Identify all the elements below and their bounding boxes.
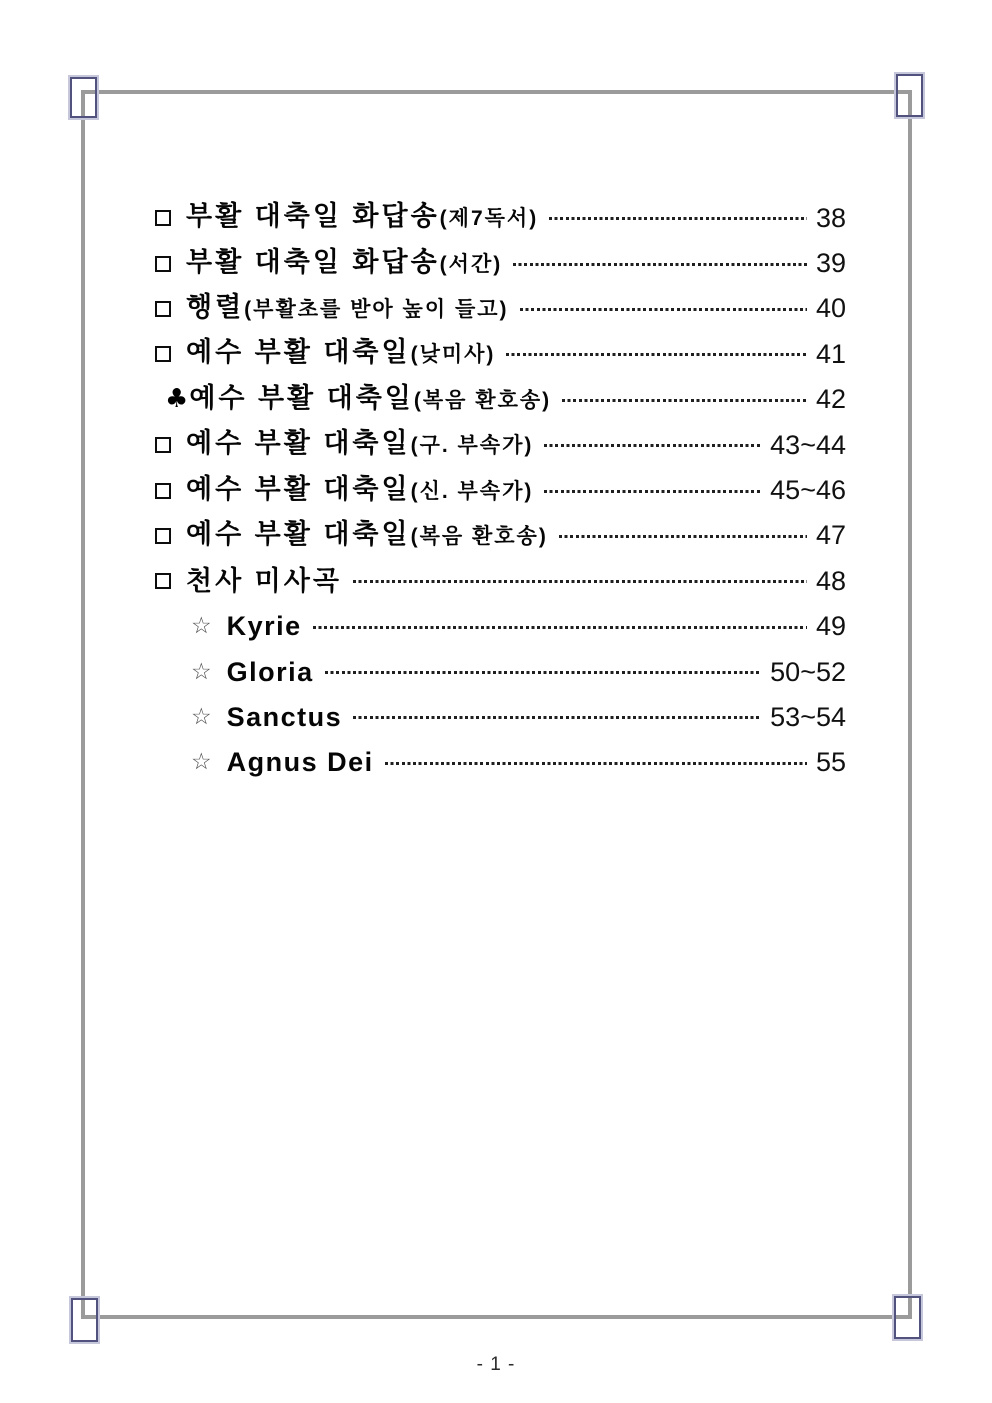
toc-row	[155, 377, 846, 422]
dotted-leader	[559, 535, 807, 538]
toc-row	[155, 467, 846, 512]
toc-entry-title: 예수 부활 대축일	[189, 382, 414, 413]
dotted-leader	[562, 399, 807, 402]
toc-page-number: 43~44	[770, 429, 846, 460]
toc-entry-subtitle: (구. 부속가)	[410, 434, 534, 458]
star-icon: ☆	[191, 749, 212, 776]
toc-page-number: 55	[815, 747, 846, 778]
toc-entry-subtitle: (제7독서)	[439, 207, 539, 231]
toc-page-number: 53~54	[770, 701, 846, 732]
toc-page-number: 45~46	[770, 475, 846, 506]
club-icon: ♣	[165, 384, 189, 415]
toc-entry-text	[189, 381, 551, 418]
checkbox-icon	[155, 301, 171, 317]
toc-entry-subtitle: (신. 부속가)	[410, 479, 534, 503]
toc-row	[155, 694, 846, 739]
toc-row	[155, 422, 846, 467]
toc-page-number: 40	[815, 293, 846, 324]
toc-entry-text	[186, 335, 495, 372]
dotted-leader	[506, 353, 807, 356]
toc-entry-text	[186, 517, 548, 554]
toc-page-number: 48	[815, 565, 846, 596]
dotted-leader	[353, 716, 761, 719]
dotted-leader	[313, 626, 807, 629]
dotted-leader	[325, 671, 762, 674]
toc-entry-text	[227, 609, 302, 643]
checkbox-icon	[155, 210, 171, 226]
dotted-leader	[520, 308, 807, 311]
toc-entry-text	[186, 472, 533, 509]
toc-entry-text	[186, 564, 342, 598]
toc-entry-title: 부활 대축일 화답송	[186, 201, 440, 232]
toc-entry-subtitle: (복음 환호송)	[410, 524, 548, 548]
toc-entry-title: Agnus Dei	[226, 747, 374, 778]
toc-entry-text	[186, 199, 538, 236]
toc-row	[155, 558, 846, 603]
dotted-leader	[549, 217, 807, 220]
toc-entry-title: 예수 부활 대축일	[186, 473, 411, 504]
dotted-leader	[513, 263, 807, 266]
checkbox-icon	[155, 483, 171, 499]
toc-page-number: 49	[815, 611, 846, 642]
checkbox-icon	[155, 437, 171, 453]
toc-entry-text	[227, 655, 314, 689]
toc-entry-text	[227, 700, 343, 734]
toc-entry-subtitle: (복음 환호송)	[413, 388, 552, 412]
toc-entry-text	[186, 290, 509, 327]
toc-entry-title: Kyrie	[226, 611, 302, 642]
star-icon: ☆	[191, 703, 212, 730]
checkbox-icon	[155, 346, 171, 362]
toc-row	[155, 286, 846, 331]
toc-entry-text	[186, 245, 502, 282]
dotted-leader	[544, 490, 761, 493]
toc-entry-text	[186, 426, 533, 463]
toc-page-number: 39	[815, 248, 846, 279]
toc-page-number: 47	[815, 520, 846, 551]
toc-entry-title: 부활 대축일 화답송	[186, 246, 440, 277]
toc-entry-title: Gloria	[226, 656, 314, 687]
toc-entry-title: 예수 부활 대축일	[186, 428, 411, 459]
star-icon: ☆	[191, 658, 212, 685]
dotted-leader	[385, 762, 807, 765]
toc-entry-title: 천사 미사곡	[186, 565, 342, 596]
toc-entry-title: Sanctus	[226, 701, 343, 732]
toc-entry-title: 행렬	[186, 291, 245, 322]
toc-entry-subtitle: (서간)	[439, 252, 503, 276]
checkbox-icon	[155, 528, 171, 544]
toc-row	[155, 240, 846, 285]
toc-entry-subtitle: (부활초를 받아 높이 들고)	[244, 297, 509, 321]
toc-entry-title: 예수 부활 대축일	[186, 337, 411, 368]
page-number-footer: - 1 -	[476, 1354, 516, 1375]
table-of-contents	[155, 195, 846, 785]
toc-entry-title: 예수 부활 대축일	[186, 518, 411, 549]
corner-mark-bottom-left	[71, 1298, 98, 1342]
toc-row	[155, 331, 846, 376]
toc-page-number: 50~52	[770, 656, 846, 687]
toc-row	[155, 740, 846, 785]
toc-row	[155, 513, 846, 558]
toc-page-number: 41	[815, 338, 846, 369]
toc-page-number: 42	[815, 384, 846, 415]
corner-mark-bottom-right	[894, 1296, 921, 1339]
toc-row	[155, 649, 846, 694]
checkbox-icon	[155, 573, 171, 589]
toc-page-number: 38	[815, 202, 846, 233]
corner-mark-top-right	[896, 74, 923, 117]
toc-entry-subtitle: (낮미사)	[410, 343, 496, 367]
toc-entry-text	[227, 745, 374, 779]
dotted-leader	[353, 580, 807, 583]
toc-row	[155, 195, 846, 240]
checkbox-icon	[155, 256, 171, 272]
star-icon: ☆	[191, 613, 212, 640]
dotted-leader	[544, 444, 761, 447]
corner-mark-top-left	[70, 77, 97, 118]
toc-row	[155, 604, 846, 649]
